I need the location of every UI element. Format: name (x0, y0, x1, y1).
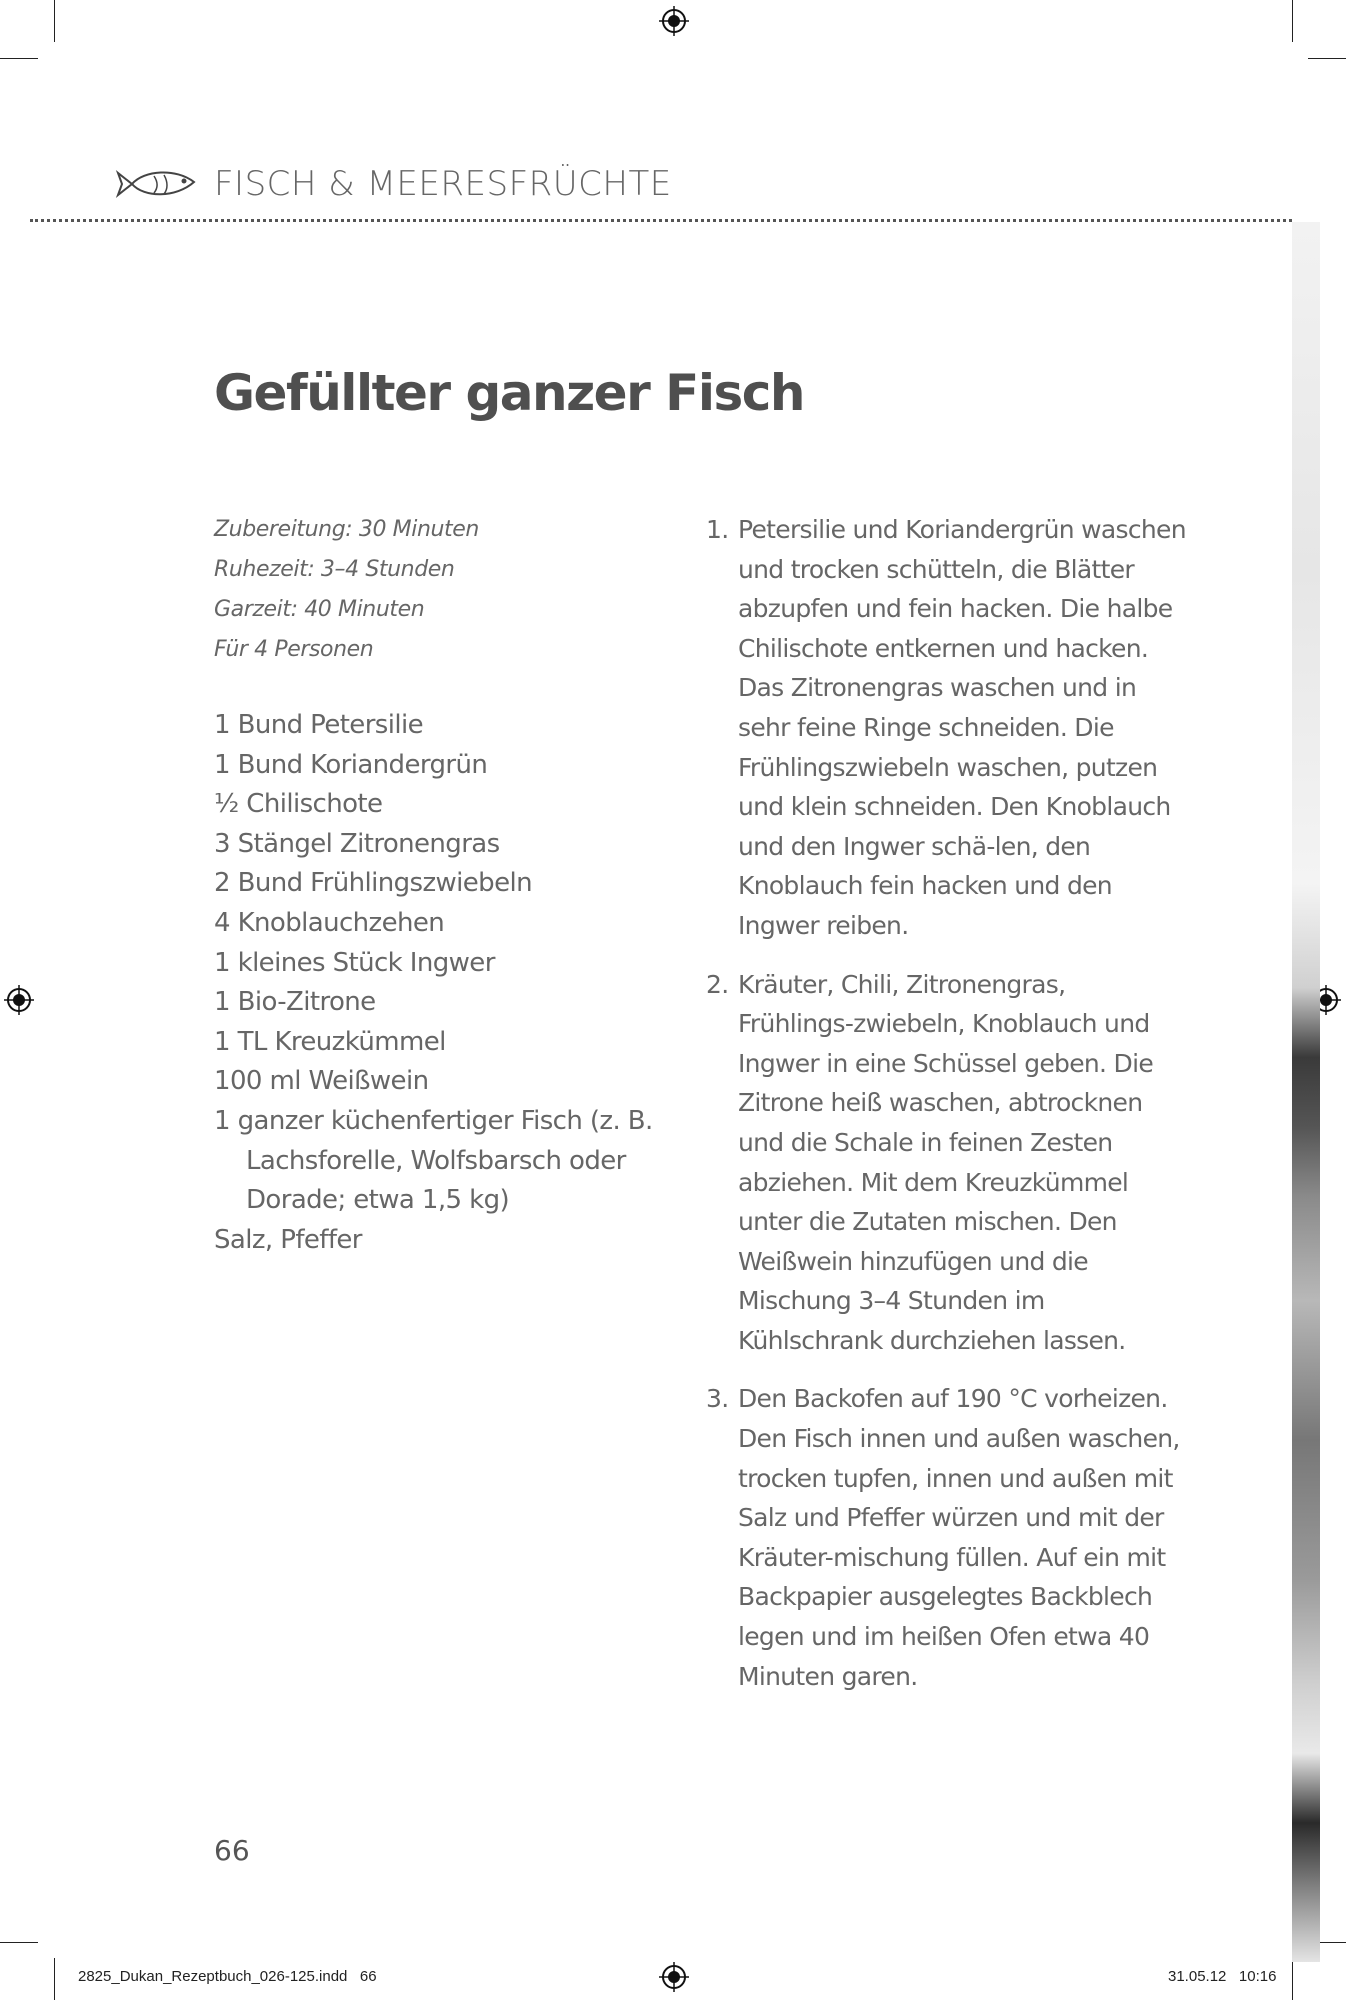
slug-date-info: 31.05.12 10:16 (1168, 1968, 1277, 1985)
ingredient-item: 2 Bund Frühlingszwiebeln (214, 868, 532, 899)
ingredient-item: 4 Knoblauchzehen (214, 907, 445, 938)
page-number: 66 (214, 1834, 250, 1867)
ingredient-item: ½ Chilischote (214, 789, 383, 820)
crop-mark (0, 1942, 38, 1943)
instruction-step (706, 965, 1186, 1361)
ingredient-item: 3 Stängel Zitronengras (214, 828, 500, 859)
servings: Für 4 Personen (214, 637, 374, 662)
ingredient-item: 100 ml Weißwein (214, 1066, 429, 1097)
ingredient-list (214, 706, 674, 1260)
crop-mark (1292, 0, 1293, 42)
prep-time: Zubereitung: 30 Minuten (214, 517, 479, 542)
slug-file-info: 2825_Dukan_Rezeptbuch_026-125.indd 66 (78, 1968, 377, 1985)
step-text: Petersilie und Koriandergrün waschen und trocken schütteln, die Blätter abzupfen und fein hacken. Die halbe Chilischote entkernen und hacken. Das Zitronengras waschen und in sehr feine Ringe schneiden. Die Frühlingszwiebeln waschen, putzen und klein schneiden. Den Knoblauch und den Ingwer schä-len, den Knoblauch fein hacken und den Ingwer reiben. (738, 515, 1186, 940)
crop-mark (0, 58, 38, 59)
crop-mark (1292, 1958, 1293, 2000)
ingredient-item: 1 ganzer küchenfertiger Fisch (z. B. Lachsforelle, Wolfsbarsch oder Dorade; etwa 1,5 kg) (214, 1105, 653, 1216)
crop-mark (54, 1958, 55, 2000)
instruction-step (706, 510, 1186, 946)
photo-strip (1292, 222, 1320, 1962)
step-number: 2. (706, 969, 729, 999)
recipe-title: Gefüllter ganzer Fisch (214, 364, 804, 422)
cook-time: Garzeit: 40 Minuten (214, 597, 425, 622)
ingredient-item: 1 Bio-Zitrone (214, 987, 376, 1018)
section-title: FISCH & MEERESFRÜCHTE (214, 164, 672, 204)
step-text: Den Backofen auf 190 °C vorheizen. Den Fisch innen und außen waschen, trocken tupfen, innen und außen mit Salz und Pfeffer würzen und mit der Kräuter-mischung füllen. Auf ein mit Backpapier ausgelegtes Backblech legen und im heißen Ofen etwa 40 Minuten garen. (738, 1384, 1180, 1691)
crop-mark (1308, 58, 1346, 59)
step-text: Kräuter, Chili, Zitronengras, Frühlings-zwiebeln, Knoblauch und Ingwer in eine Schüssel geben. Die Zitrone heiß waschen, abtrocknen und die Schale in feinen Zesten abziehen. Mit dem Kreuzkümmel unter die Zutaten mischen. Den Weißwein hinzufügen und die Mischung 3–4 Stunden im Kühlschrank durchziehen lassen. (738, 969, 1154, 1355)
step-number: 3. (706, 1384, 729, 1414)
registration-mark-icon (659, 1962, 689, 1992)
instruction-list (706, 510, 1186, 1715)
recipe-meta (214, 510, 674, 670)
ingredient-item: 1 Bund Petersilie (214, 710, 424, 740)
registration-mark-icon (659, 6, 689, 36)
ingredient-item: 1 Bund Koriandergrün (214, 749, 488, 780)
crop-mark (54, 0, 55, 42)
ingredient-item: Salz, Pfeffer (214, 1224, 362, 1255)
ingredient-item: 1 TL Kreuzkümmel (214, 1026, 446, 1057)
section-header (114, 156, 672, 212)
ingredient-item: 1 kleines Stück Ingwer (214, 947, 495, 978)
fish-icon (114, 164, 204, 204)
step-number: 1. (706, 515, 729, 544)
header-divider (30, 219, 1292, 222)
rest-time: Ruhezeit: 3–4 Stunden (214, 557, 455, 582)
registration-mark-icon (4, 985, 34, 1015)
instruction-step (706, 1379, 1186, 1696)
